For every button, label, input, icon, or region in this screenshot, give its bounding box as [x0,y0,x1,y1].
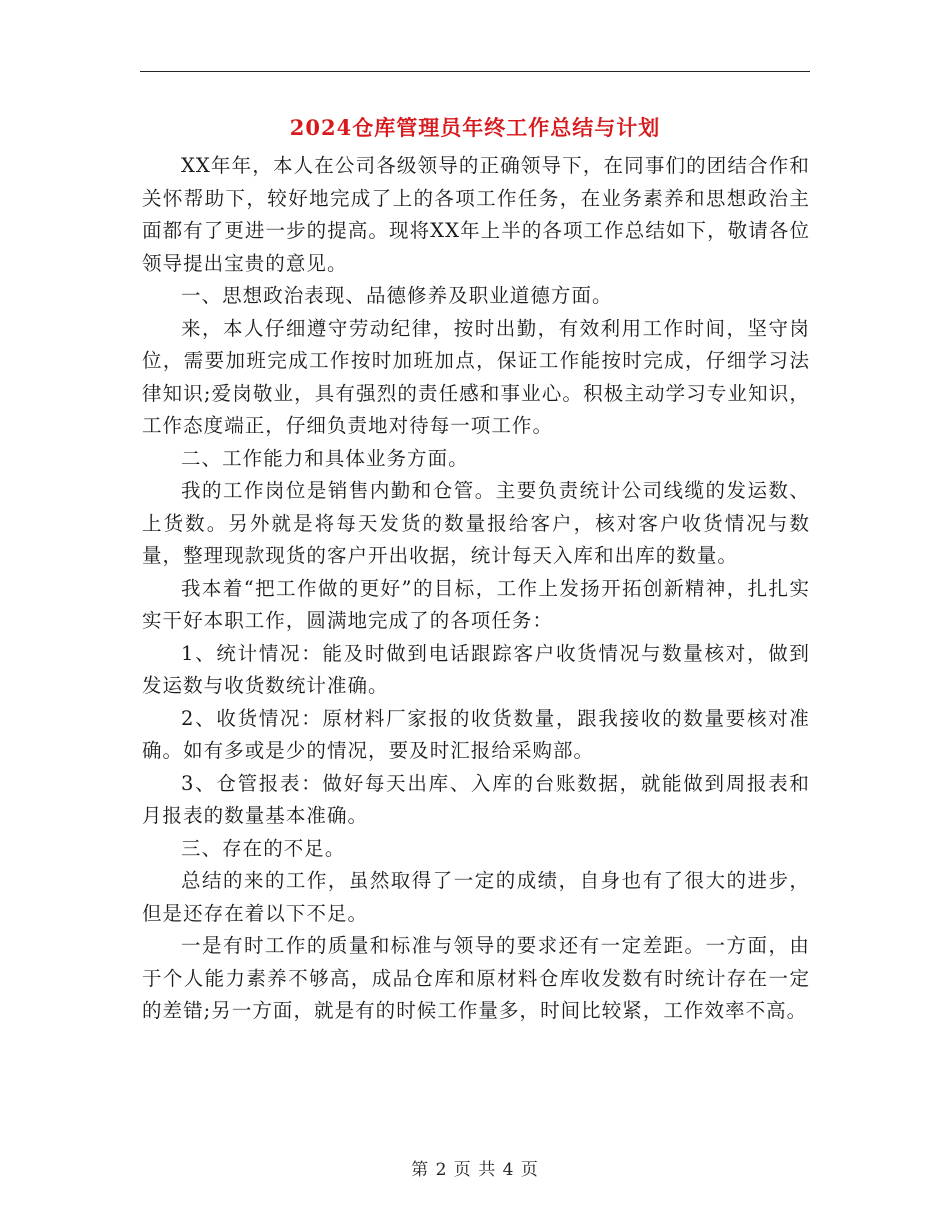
paragraph-intro: XX年年，本人在公司各级领导的正确领导下，在同事们的团结合作和关怀帮助下，较好地完成了上的各项工作任务，在业务素养和思想政治主面都有了更进一步的提高。现将XX年上半的各项工作总结如下，敬请各位领导提出宝贵的意见。 [142,154,810,275]
list-item-statistics: 1、统计情况：能及时做到电话跟踪客户收货情况与数量核对，做到发运数与收货数统计准确。 [142,641,810,697]
paragraph-summary: 总结的来的工作，虽然取得了一定的成绩，自身也有了很大的进步，但是还存在着以下不足。 [142,869,810,925]
page-footer: 第 2 页 共 4 页 [411,1160,539,1180]
list-item-reports: 3、仓管报表：做好每天出库、入库的台账数据，就能做到周报表和月报表的数量基本准确。 [142,771,810,827]
section-heading-1: 一、思想政治表现、品德修养及职业道德方面。 [181,284,613,307]
document-body [142,150,810,1028]
document-title: 2024仓库管理员年终工作总结与计划 [289,115,661,140]
paragraph-goal: 我本着“把工作做的更好”的目标，工作上发扬开拓创新精神，扎扎实实干好本职工作，圆满地完成了的各项任务： [142,576,810,632]
header-rule [140,71,810,72]
paragraph-job-duties: 我的工作岗位是销售内勤和仓管。主要负责统计公司线缆的发运数、上货数。另外就是将每天发货的数量报给客户，核对客户收货情况与数量，整理现款现货的客户开出收据，统计每天入库和出库的数量。 [142,479,810,567]
list-item-receiving: 2、收货情况：原材料厂家报的收货数量，跟我接收的数量要核对准确。如有多或是少的情况，要及时汇报给采购部。 [142,706,810,762]
paragraph-discipline: 来，本人仔细遵守劳动纪律，按时出勤，有效利用工作时间，坚守岗位，需要加班完成工作按时加班加点，保证工作能按时完成，仔细学习法律知识;爱岗敬业，具有强烈的责任感和事业心。积极主动学习专业知识，工作态度端正，仔细负责地对待每一项工作。 [142,316,810,437]
section-heading-2: 二、工作能力和具体业务方面。 [181,446,469,470]
paragraph-shortcomings: 一是有时工作的质量和标准与领导的要求还有一定差距。一方面，由于个人能力素养不够高，成品仓库和原材料仓库收发数有时统计存在一定的差错;另一方面，就是有的时候工作量多，时间比较紧，工作效率不高。 [142,934,810,1022]
section-heading-3: 三、存在的不足。 [181,836,346,860]
